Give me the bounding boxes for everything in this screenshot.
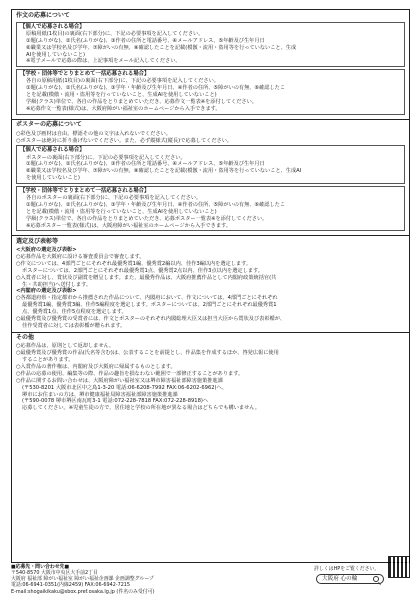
text-line: ○入賞作品の著作権は、内閣府及び大阪府に帰属するものとします。 bbox=[16, 364, 176, 371]
works-individual-box bbox=[16, 22, 405, 67]
sub-heading: <内閣府の選定及び表彰> bbox=[16, 288, 77, 295]
works-group-box bbox=[16, 69, 405, 114]
text-line: ※電子メールで応募の際は、上記事項をメール記入してください。 bbox=[26, 58, 181, 65]
section-other bbox=[12, 333, 409, 415]
text-line: ○入賞者に対し、賞状及び副賞を贈呈します。また、最優秀作品は、大阪府推薦作品として内閣府政策統括官(共 bbox=[16, 274, 277, 281]
text-line: 学級(クラス)単位で、各自の作品をとりまとめていただき、応募ポスター一覧表※を添付してください。 bbox=[26, 215, 268, 222]
section-posters bbox=[12, 120, 409, 237]
contact-info bbox=[11, 564, 155, 594]
text-line: ○応募作品を大阪府に設ける審査委員会で審査します。 bbox=[16, 254, 145, 261]
text-line: ○彩色及び画材は自由。標語その他の文字は入れないでください。 bbox=[16, 130, 171, 137]
text-line: を使用していないこと) bbox=[26, 175, 80, 182]
sub-heading: 【学校・団体等でとりまとめて一括応募される場合】 bbox=[20, 187, 150, 194]
text-line: 最優秀賞1編、優秀賞3編、佳作5編程度を選定します。ポスターについては、2部門ごとにそれぞれ最優秀賞1 bbox=[22, 302, 277, 309]
contact-heading: ■応募先・問い合わせ先■ bbox=[11, 564, 70, 570]
search-label: 大阪府 心の輪 bbox=[322, 576, 358, 582]
text-line: ポスターについては、2部門ごとにそれぞれ最優秀賞1点、優秀賞2点以内、佳作3点以内を選定します。 bbox=[22, 267, 263, 274]
text-line: 佳作受賞者に対しては表彰楯が贈られます。 bbox=[22, 322, 126, 329]
contact-footer bbox=[11, 564, 410, 594]
text-line: ○最優秀賞及び優秀賞の作品(氏名等含む)は、公表することを前提とし、作品集を作成するほか、啓発広報に使用 bbox=[16, 350, 279, 357]
text-line: ○作品に関するお問い合わせは、大阪府障がい福祉室又は堺市障害福祉部障害施策推進課 bbox=[16, 377, 223, 384]
posters-group-box bbox=[16, 186, 405, 231]
section-title: その他 bbox=[16, 334, 35, 342]
text-line: ポスターの裏面(右下部分)に、下記の必要事項を記入してください。 bbox=[26, 154, 186, 161]
text-line: (〒530-8201 大阪市北区中之島1-3-20 電話:06-6208-7992 FAX:06-6202-6962)へ、 bbox=[22, 384, 227, 391]
web-info bbox=[314, 566, 410, 582]
text-line: することがあります。 bbox=[22, 357, 74, 364]
text-line: 学級(クラス)単位で、各自の作品をとりまとめていただき、応募作文一覧表※を添付してください。 bbox=[26, 99, 257, 106]
search-box[interactable] bbox=[316, 574, 384, 584]
contact-email[interactable]: E-mail:shogaikikaku@sbox.pref.osaka.lg.jp (件名のみ受付可) bbox=[11, 588, 155, 594]
text-line: ⑥職業又は学校名及び学年、⑦障がいの有無、⑧確認したことを記載(模倣・流用・盗用等を行っていないこと、生成AI bbox=[26, 168, 302, 175]
text-line: ①題(ふりがな)、②氏名(ふりがな)、③学年・年齢及び生年月日、④作者の住所、⑤障がいの有無、⑥確認したこ bbox=[26, 201, 286, 208]
text-line: ○ポスターは絶対に折り曲げないでください。また、必ず縦様式(縦長)で応募してください。 bbox=[16, 137, 233, 144]
text-line: 各自の原稿用紙(1枚目)の裏面(右下部分)に、下記の必要事項を記入してください。 bbox=[26, 78, 219, 85]
text-line: 生・共助担当)へ送付します。 bbox=[22, 281, 92, 288]
contact-phone: 電話:06-6941-0351(内線2459) FAX:06-6942-7215 bbox=[11, 582, 131, 589]
section-title: 作文の応募について bbox=[16, 11, 70, 19]
text-line: ○作品の応募の使用、編集等の際、作品の趣旨を損なわない範囲で一部修正することがあります。 bbox=[16, 370, 244, 377]
text-line: とを記載(模倣・流用・盗用等を行っていないこと、生成AIを使用していないこと) bbox=[26, 92, 217, 99]
text-line: ①題(ふりがな)、②氏名(ふりがな)、③作者の住所と電話番号、④メールアドレス、⑤年齢及び生年月日 bbox=[26, 161, 265, 168]
text-line: ○応募作品は、原則として返却しません。 bbox=[16, 343, 115, 350]
web-note: 詳しくはHPをご覧ください。 bbox=[314, 566, 380, 572]
section-title: 選定及び表彰等 bbox=[16, 237, 59, 245]
contact-address: 〒540-8570 大阪市中央区大手前2丁目 bbox=[11, 570, 98, 577]
text-line: 各自のポスターの裏面(右下部分)に、下記の必要事項を記入してください。 bbox=[26, 195, 202, 202]
sub-heading: 【個人で応募される場合】 bbox=[20, 147, 85, 154]
text-line: ○各都道府県・指定都市から推薦された作品について、内閣府において、作文については、4部門ごとにそれぞれ bbox=[16, 295, 278, 302]
text-line: とを記載(模倣・流用・盗用等を行っていないこと、生成AIを使用していないこと) bbox=[26, 208, 217, 215]
text-line: 点、優秀賞1点、佳作5点程度を選定します。 bbox=[22, 309, 127, 315]
section-title: ポスターの応募について bbox=[16, 121, 82, 129]
sub-heading: <大阪府の選定及び表彰> bbox=[16, 247, 77, 254]
text-line: ○最優秀賞及び優秀賞の受賞者には、作文とポスターのそれぞれ内閣総理大臣又は担当大臣から賞状及び表彰楯が、 bbox=[16, 315, 286, 322]
sub-heading: 【個人で応募される場合】 bbox=[20, 23, 85, 30]
qr-code-icon bbox=[388, 556, 410, 578]
search-icon bbox=[373, 576, 379, 582]
text-line: 堺市にお住まいの方は、堺市健康福祉局障害福祉部障害施策推進課 bbox=[22, 391, 178, 398]
contact-department: 大阪府 福祉部 障がい福祉室 障がい福祉企画課 企画調整グループ bbox=[11, 576, 154, 583]
text-line: ○作文については、4部門ごとにそれぞれ最優秀賞1編、優秀賞2編以内、佳作3編以内を選定します。 bbox=[16, 260, 252, 267]
text-line: ※応募作文一覧表(様式)は、大阪府障がい福祉室のホームページから入手できます。 bbox=[26, 105, 221, 112]
text-line: ※応募ポスター一覧表(様式)は、大阪府障がい福祉室のホームページから入手できます。 bbox=[26, 222, 231, 229]
sub-heading: 【学校・団体等でとりまとめて一括応募される場合】 bbox=[20, 71, 150, 78]
notice-document bbox=[11, 9, 410, 563]
section-works bbox=[12, 10, 409, 120]
text-line: 原稿用紙(1枚目)の裏面(右下部分)に、下記の必要事項を記入してください。 bbox=[26, 31, 204, 38]
text-line: ⑥職業又は学校名及び学年、⑦障がいの有無、⑧確認したことを記載(模倣・流用・盗用等を行っていないこと、生成 bbox=[26, 44, 297, 51]
text-line: 応募してください。※児童生徒の方で、居住地と学校の所在地が異なる場合はどちらでも構いません。 bbox=[22, 405, 260, 412]
text-line: (〒590-0078 堺市堺区南瓦町3-1 電話:072-228-7818 FAX:072-228-8918)へ bbox=[22, 398, 209, 405]
section-selection bbox=[12, 236, 409, 332]
text-line: ①題(ふりがな)、②氏名(ふりがな)、③作者の住所と電話番号、④メールアドレス、⑤年齢及び生年月日 bbox=[26, 37, 265, 44]
text-line: AIを使用していないこと) bbox=[26, 51, 85, 58]
posters-individual-box bbox=[16, 145, 405, 184]
text-line: ①題(ふりがな)、②氏名(ふりがな)、③学年・年齢及び生年月日、④作者の住所、⑤障がいの有無、⑥確認したこ bbox=[26, 85, 286, 92]
